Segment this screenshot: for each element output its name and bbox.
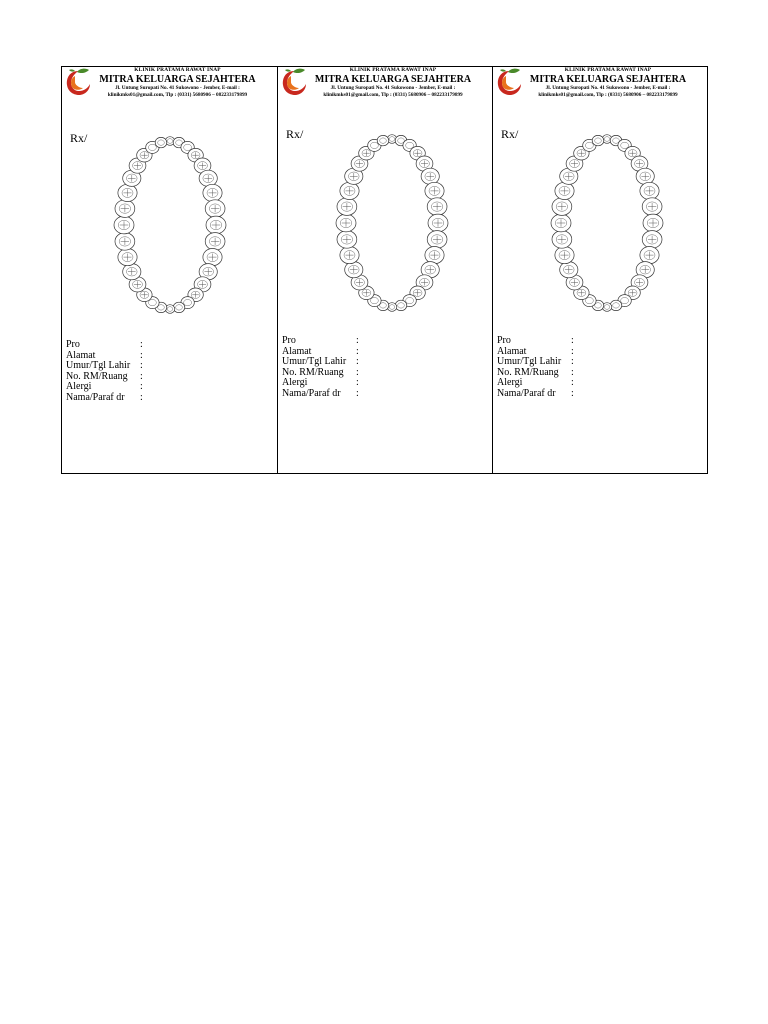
tooth-outline [551,214,571,232]
tooth-outline [425,247,444,264]
tooth-outline [425,182,444,199]
field-row-alergi [497,378,579,389]
tooth-outline [199,170,217,186]
dental-arch-chart-icon [334,127,450,319]
clinic-type: KLINIK PRATAMA RAWAT INAP [349,67,437,73]
patient-fields [66,340,148,403]
field-label: Alergi [282,377,308,388]
tooth-outline [428,214,448,232]
patient-fields [282,336,364,399]
tooth-outline [642,231,662,249]
field-label: Alamat [66,349,96,361]
clinic-name: MITRA KELUARGA SEJAHTERA [314,74,472,85]
field-label: Pro [282,335,296,346]
tooth-outline [377,135,389,145]
rx-label: Rx/ [70,131,88,145]
field-label: Umur/Tgl Lahir [282,356,347,367]
field-colon: : [140,360,143,371]
tooth-outline [421,168,439,184]
rx-label: Rx/ [501,127,519,141]
field-row-pro [66,340,148,351]
clinic-name: MITRA KELUARGA SEJAHTERA [99,74,256,85]
field-row-umur [282,357,364,368]
field-colon: : [140,339,143,350]
field-colon: : [140,381,143,392]
tooth-outline [552,231,572,249]
field-colon: : [140,349,143,361]
clinic-address-line1: Jl. Untung Suropati No. 41 Sukowono - Jember, E-mail : [545,85,671,91]
field-row-alergi [66,382,148,393]
tooth-outline [114,216,134,234]
tooth-outline [337,198,357,216]
tooth-outline [205,233,225,251]
tooth-outline [640,247,659,264]
clinic-address-line2: klinikmks01@gmail.com, Tlp : (0331) 5680906 – 082233179899 [107,91,248,98]
field-colon: : [356,377,359,388]
patient-fields [497,336,579,399]
tooth-outline [336,214,356,232]
field-label: Alergi [497,377,523,388]
field-label: Alamat [497,345,527,357]
tooth-outline [555,247,574,264]
clinic-name: MITRA KELUARGA SEJAHTERA [529,74,687,85]
field-label: Umur/Tgl Lahir [66,360,131,371]
field-label: Pro [497,335,511,346]
tooth-outline [636,168,654,184]
field-colon: : [571,366,574,378]
field-label: No. RM/Ruang [66,370,128,382]
clinic-header [511,67,705,98]
tooth-outline [340,182,359,199]
tooth-outline [640,182,659,199]
field-label: Umur/Tgl Lahir [497,356,562,367]
tooth-outline [395,300,407,310]
prescription-card-3 [492,67,707,473]
field-colon: : [356,335,359,346]
tooth-outline [118,184,137,201]
field-row-paraf [497,389,579,400]
field-colon: : [571,356,574,367]
tooth-outline [552,198,572,216]
field-colon: : [571,387,574,399]
dental-arch-chart-icon [549,127,665,319]
clinic-header [296,67,490,98]
field-colon: : [140,391,143,403]
clinic-header [80,67,275,98]
tooth-outline [345,262,363,278]
prescription-sheet [61,66,708,474]
field-label: Alamat [282,345,312,357]
field-colon: : [140,370,143,382]
clinic-address-line1: Jl. Untung Suropati No. 41 Sukowono - Jember, E-mail : [330,85,456,91]
field-colon: : [356,356,359,367]
field-colon: : [356,387,359,399]
field-colon: : [571,335,574,346]
tooth-outline [115,200,135,218]
field-label: Nama/Paraf dr [66,391,125,403]
field-label: Pro [66,339,80,350]
tooth-outline [610,300,622,310]
tooth-outline [203,184,222,201]
field-row-pro [282,336,364,347]
tooth-outline [340,247,359,264]
field-label: Nama/Paraf dr [497,387,556,399]
field-row-paraf [66,393,148,404]
field-row-paraf [282,389,364,400]
tooth-outline [203,249,222,266]
tooth-outline [155,137,167,147]
field-label: Alergi [66,381,92,392]
field-row-alergi [282,378,364,389]
tooth-outline [555,182,574,199]
tooth-outline [643,214,663,232]
field-label: No. RM/Ruang [497,366,559,378]
tooth-outline [427,231,447,249]
field-row-pro [497,336,579,347]
field-label: Nama/Paraf dr [282,387,341,399]
clinic-address-line2: klinikmks01@gmail.com, Tlp : (0331) 5680906 – 082233179899 [538,91,678,98]
field-row-umur [497,357,579,368]
field-colon: : [571,345,574,357]
rx-label: Rx/ [286,127,304,141]
tooth-outline [337,231,357,249]
tooth-outline [592,135,604,145]
field-label: No. RM/Ruang [282,366,344,378]
prescription-card-2 [277,67,492,473]
tooth-outline [123,264,141,280]
field-row-umur [66,361,148,372]
field-colon: : [356,366,359,378]
field-colon: : [356,345,359,357]
field-colon: : [571,377,574,388]
tooth-outline [115,233,135,251]
tooth-outline [427,198,447,216]
clinic-address-line1: Jl. Untung Suropati No. 41 Sukowono - Jember, E-mail : [115,85,240,91]
tooth-outline [118,249,137,266]
dental-arch-chart-icon [112,129,228,321]
tooth-outline [206,216,226,234]
prescription-card-1 [62,67,277,473]
tooth-outline [173,302,185,312]
clinic-address-line2: klinikmks01@gmail.com, Tlp : (0331) 5680906 – 082233179899 [323,91,463,98]
tooth-outline [560,262,578,278]
clinic-type: KLINIK PRATAMA RAWAT INAP [564,67,652,73]
clinic-type: KLINIK PRATAMA RAWAT INAP [134,67,221,73]
tooth-outline [642,198,662,216]
tooth-outline [205,200,225,218]
